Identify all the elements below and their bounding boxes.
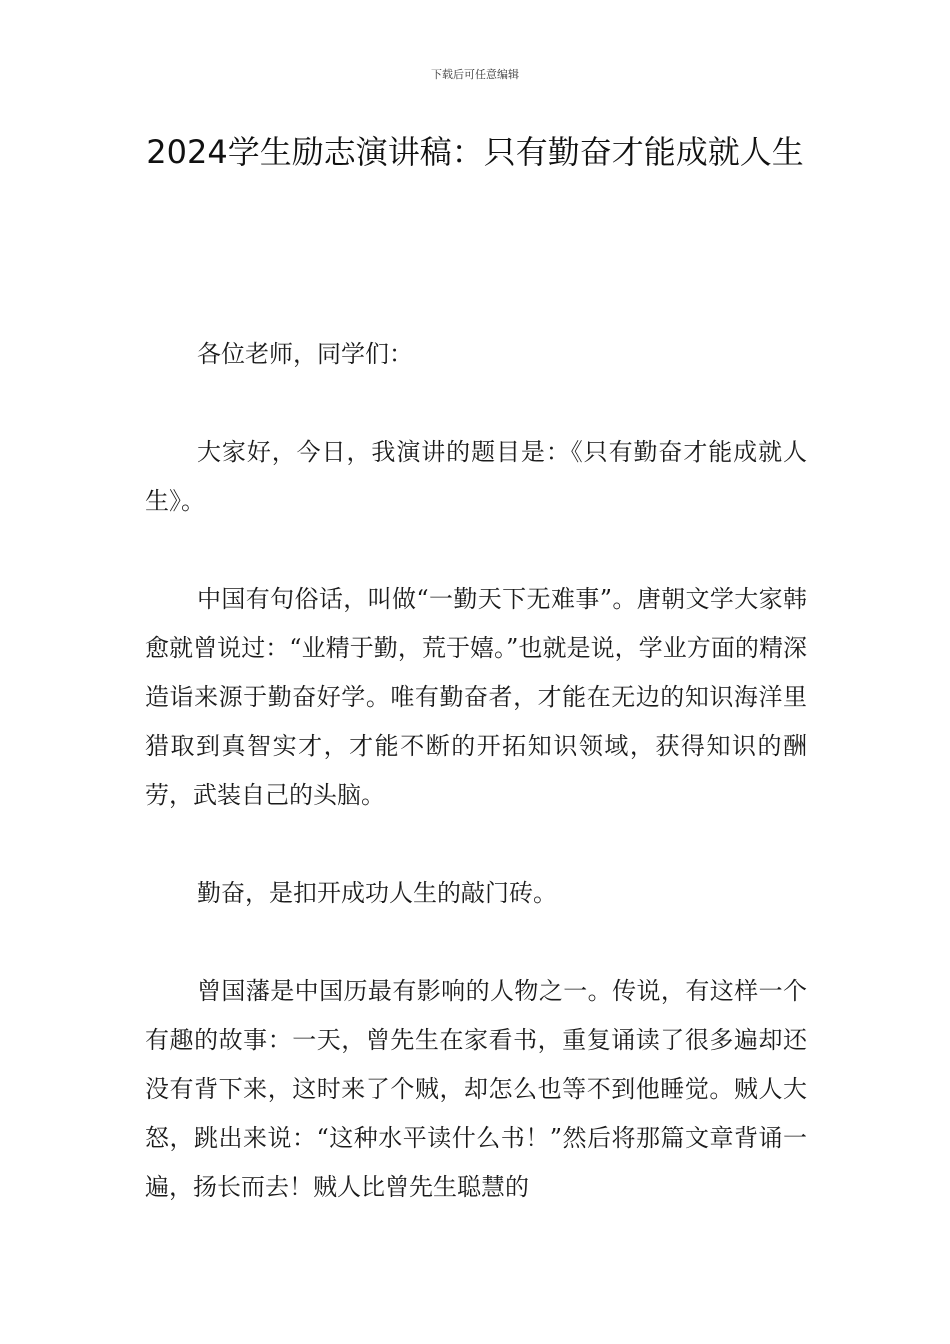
paragraph-story: 曾国藩是中国历最有影响的人物之一。传说，有这样一个有趣的故事：一天，曾先生在家看书，重复诵读了很多遍却还没有背下来，这时来了个贼，却怎么也等不到他睡觉。贼人大怒，跳出来说：“这种水平读什么书！”然后将那篇文章背诵一遍，扬长而去！贼人比曾先生聪慧的 <box>145 977 807 1201</box>
paragraph-proverb: 中国有句俗话，叫做“一勤天下无难事”。唐朝文学大家韩愈就曾说过：“业精于勤，荒于嬉。”也就是说，学业方面的精深造诣来源于勤奋好学。唯有勤奋者，才能在无边的知识海洋里猎取到真智实才，才能不断的开拓知识领域，获得知识的酬劳，武装自己的头脑。 <box>145 585 807 809</box>
paragraph-intro: 大家好，今日，我演讲的题目是：《只有勤奋才能成就人生》。 <box>145 438 807 515</box>
paragraph-greeting: 各位老师，同学们： <box>197 340 413 368</box>
document-body <box>145 330 807 1261</box>
header-note: 下载后可任意编辑 <box>431 68 519 81</box>
document-title: 2024学生励志演讲稿：只有勤奋才能成就人生 <box>146 133 804 171</box>
paragraph-thesis: 勤奋，是扣开成功人生的敲门砖。 <box>197 879 557 907</box>
